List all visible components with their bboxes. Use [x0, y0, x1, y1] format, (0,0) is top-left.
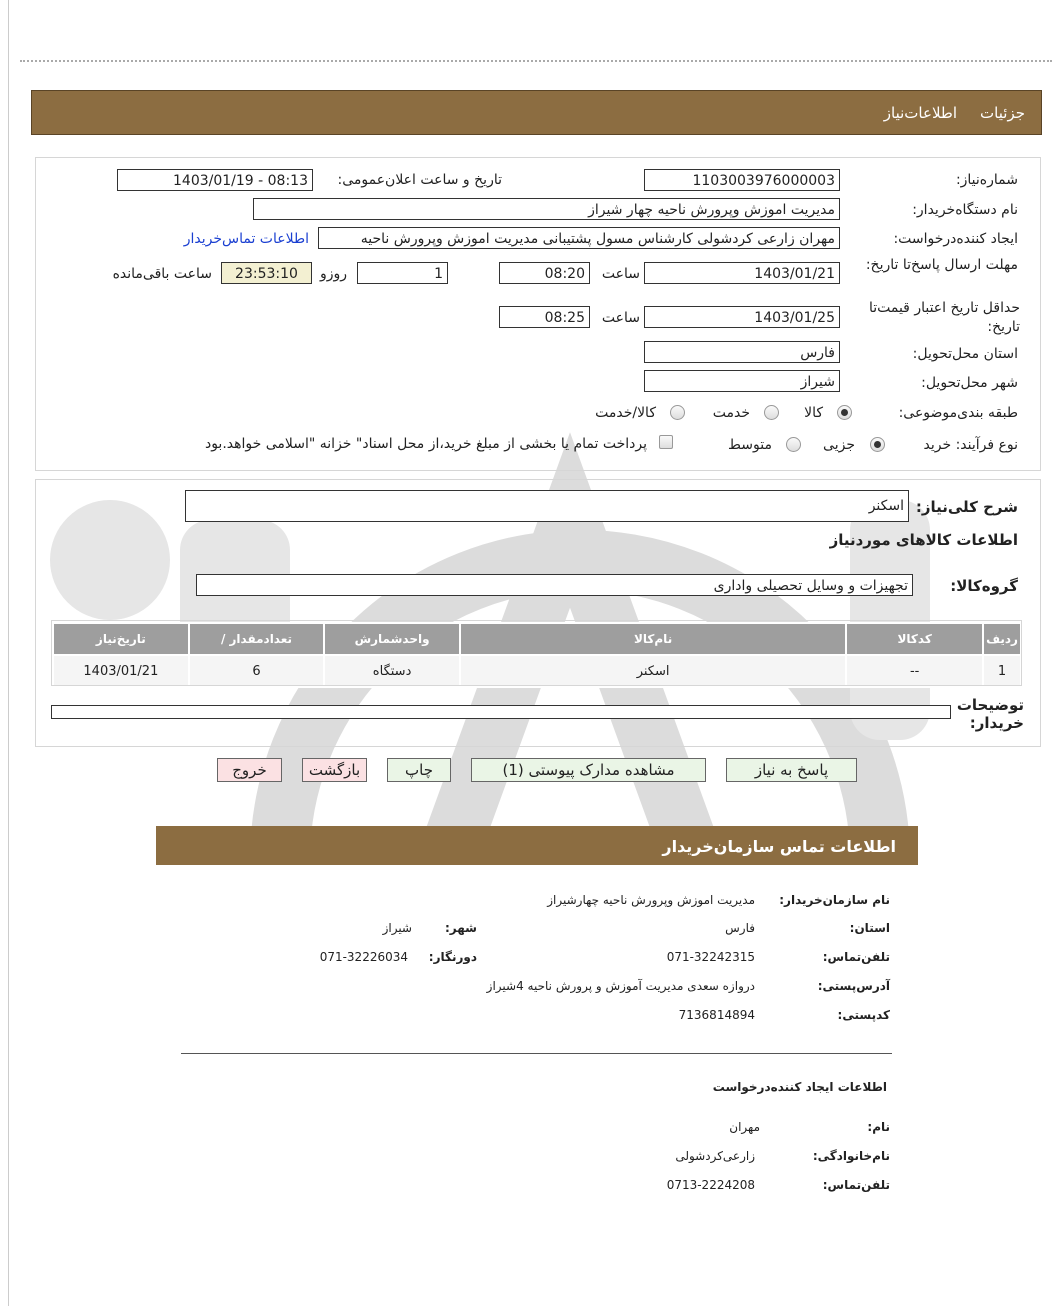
- buyer-org-field: مدیریت اموزش وپرورش ناحیه چهار شیراز: [253, 198, 840, 220]
- description-field: اسکنر: [185, 490, 909, 522]
- fax-label: دورنگار:: [428, 950, 477, 964]
- contact-title: اطلاعات تماس سازمان‌خریدار: [662, 837, 896, 856]
- creator-phone-value: 0713-2224208: [666, 1178, 755, 1192]
- buyer-contact-link[interactable]: اطلاعات تماس‌خریدار: [183, 231, 309, 247]
- deadline-date-field: 1403/01/21: [644, 262, 840, 284]
- attachments-button[interactable]: مشاهده مدارک پیوستی (1): [471, 758, 706, 782]
- need-number-field: 1103003976000003: [644, 169, 840, 191]
- day-label: روزو: [319, 266, 347, 282]
- creator-info-title: اطلاعات ایجاد کننده‌درخواست: [712, 1080, 887, 1094]
- tab-need-info[interactable]: اطلاعات‌نیاز: [883, 104, 957, 122]
- col-need-date: تاریخ‌نیاز: [53, 623, 189, 655]
- creator-phone-label: تلفن‌تماس:: [822, 1178, 890, 1192]
- validity-label: حداقل تاریخ اعتبار قیمت‌تا تاریخ:: [868, 300, 1020, 335]
- org-value: مدیریت اموزش وپرورش ناحیه چهارشیراز: [547, 893, 755, 907]
- city-label: شهر محل‌تحویل:: [921, 375, 1018, 391]
- announce-field: 1403/01/19 - 08:13: [117, 169, 313, 191]
- group-label: گروه‌کالا:: [950, 577, 1018, 595]
- buyer-org-label: نام دستگاه‌خریدار:: [912, 202, 1018, 218]
- category-goods-radio[interactable]: [837, 405, 852, 420]
- cell-unit: دستگاه: [324, 655, 460, 687]
- col-row: ردیف: [983, 623, 1021, 655]
- cell-row: 1: [983, 655, 1021, 687]
- contact-city-label: شهر:: [445, 921, 477, 935]
- creator-family-label: نام‌خانوادگی:: [812, 1149, 890, 1163]
- deadline-hour-label: ساعت: [601, 266, 640, 282]
- phone-label: تلفن‌تماس:: [822, 950, 890, 964]
- buyer-notes-label: توضیحات خریدار:: [956, 696, 1024, 732]
- days-field: 1: [357, 262, 448, 284]
- col-unit: واحدشمارش: [324, 623, 460, 655]
- treasury-payment-checkbox[interactable]: [659, 435, 673, 449]
- validity-hour-label: ساعت: [601, 310, 640, 326]
- exit-button[interactable]: خروج: [217, 758, 282, 782]
- phone-value: 071-32242315: [666, 950, 755, 964]
- description-label: شرح کلی‌نیاز:: [915, 498, 1018, 516]
- need-number-label: شماره‌نیاز:: [955, 172, 1018, 188]
- cell-name: اسکنر: [460, 655, 846, 687]
- process-partial-label: جزیی: [823, 437, 855, 453]
- deadline-time-field: 08:20: [499, 262, 590, 284]
- validity-time-field: 08:25: [499, 306, 590, 328]
- postal-label: کدپستی:: [837, 1008, 890, 1022]
- process-medium-radio[interactable]: [786, 437, 801, 452]
- table-border: [51, 620, 1022, 686]
- creator-family-value: زارعی‌کردشولی: [675, 1149, 755, 1163]
- province-label: استان محل‌تحویل:: [912, 346, 1018, 362]
- back-button[interactable]: بازگشت: [302, 758, 367, 782]
- process-label: نوع فرآیند: خرید: [923, 437, 1018, 453]
- process-partial-radio[interactable]: [870, 437, 885, 452]
- contact-header-bar: [156, 826, 918, 865]
- contact-province-label: استان:: [849, 921, 890, 935]
- category-label: طبقه بندی‌موضوعی:: [898, 405, 1018, 421]
- category-service-label: خدمت: [712, 405, 750, 421]
- postal-value: 7136814894: [678, 1008, 755, 1022]
- col-quantity: تعدادمقدار /: [189, 623, 324, 655]
- fax-value: 071-32226034: [319, 950, 408, 964]
- org-label: نام سازمان‌خریدار:: [779, 893, 890, 907]
- top-dotted-separator: [20, 60, 1052, 62]
- category-both-radio[interactable]: [670, 405, 685, 420]
- city-field: شیراز: [644, 370, 840, 392]
- province-field: فارس: [644, 341, 840, 363]
- deadline-label: مهلت ارسال پاسخ‌تا تاریخ:: [865, 257, 1018, 273]
- contact-province-value: فارس: [725, 921, 755, 935]
- contact-divider: [181, 1053, 892, 1054]
- address-label: آدرس‌پستی:: [817, 979, 890, 993]
- category-goods-label: کالا: [804, 405, 823, 421]
- remaining-label: ساعت باقی‌مانده: [112, 266, 212, 282]
- validity-date-field: 1403/01/25: [644, 306, 840, 328]
- header-bar: [31, 90, 1042, 135]
- process-medium-label: متوسط: [728, 437, 772, 453]
- category-service-radio[interactable]: [764, 405, 779, 420]
- tab-details[interactable]: جزئیات: [980, 104, 1025, 122]
- col-name: نام‌کالا: [460, 623, 846, 655]
- print-button[interactable]: چاپ: [387, 758, 451, 782]
- goods-info-title: اطلاعات کالاهای موردنیاز: [829, 531, 1018, 549]
- buyer-notes-field: [51, 705, 951, 719]
- creator-name-label: نام:: [867, 1120, 890, 1134]
- treasury-payment-note: پرداخت تمام یا بخشی از مبلغ خرید،از محل اسناد" خزانه "اسلامی خواهد.بود: [204, 436, 647, 452]
- announce-label: تاریخ و ساعت اعلان‌عمومی:: [337, 172, 502, 188]
- left-border: [8, 0, 9, 1306]
- reply-button[interactable]: پاسخ به نیاز: [726, 758, 857, 782]
- remaining-time-field: 23:53:10: [221, 262, 312, 284]
- creator-field: مهران زارعی کردشولی کارشناس مسول پشتیبانی مدیریت اموزش وپرورش ناحیه: [318, 227, 840, 249]
- col-code: کدکالا: [846, 623, 983, 655]
- contact-city-value: شیراز: [382, 921, 412, 935]
- category-both-label: کالا/خدمت: [595, 405, 656, 421]
- address-value: دروازه سعدی مدیریت آموزش و پرورش ناحیه 4شیراز: [486, 979, 755, 993]
- creator-label: ایجاد کننده‌درخواست:: [893, 231, 1018, 247]
- cell-quantity: 6: [189, 655, 324, 687]
- cell-code: --: [846, 655, 983, 687]
- cell-need-date: 1403/01/21: [53, 655, 189, 687]
- group-field: تجهیزات و وسایل تحصیلی واداری: [196, 574, 913, 596]
- creator-name-value: مهران: [729, 1120, 760, 1134]
